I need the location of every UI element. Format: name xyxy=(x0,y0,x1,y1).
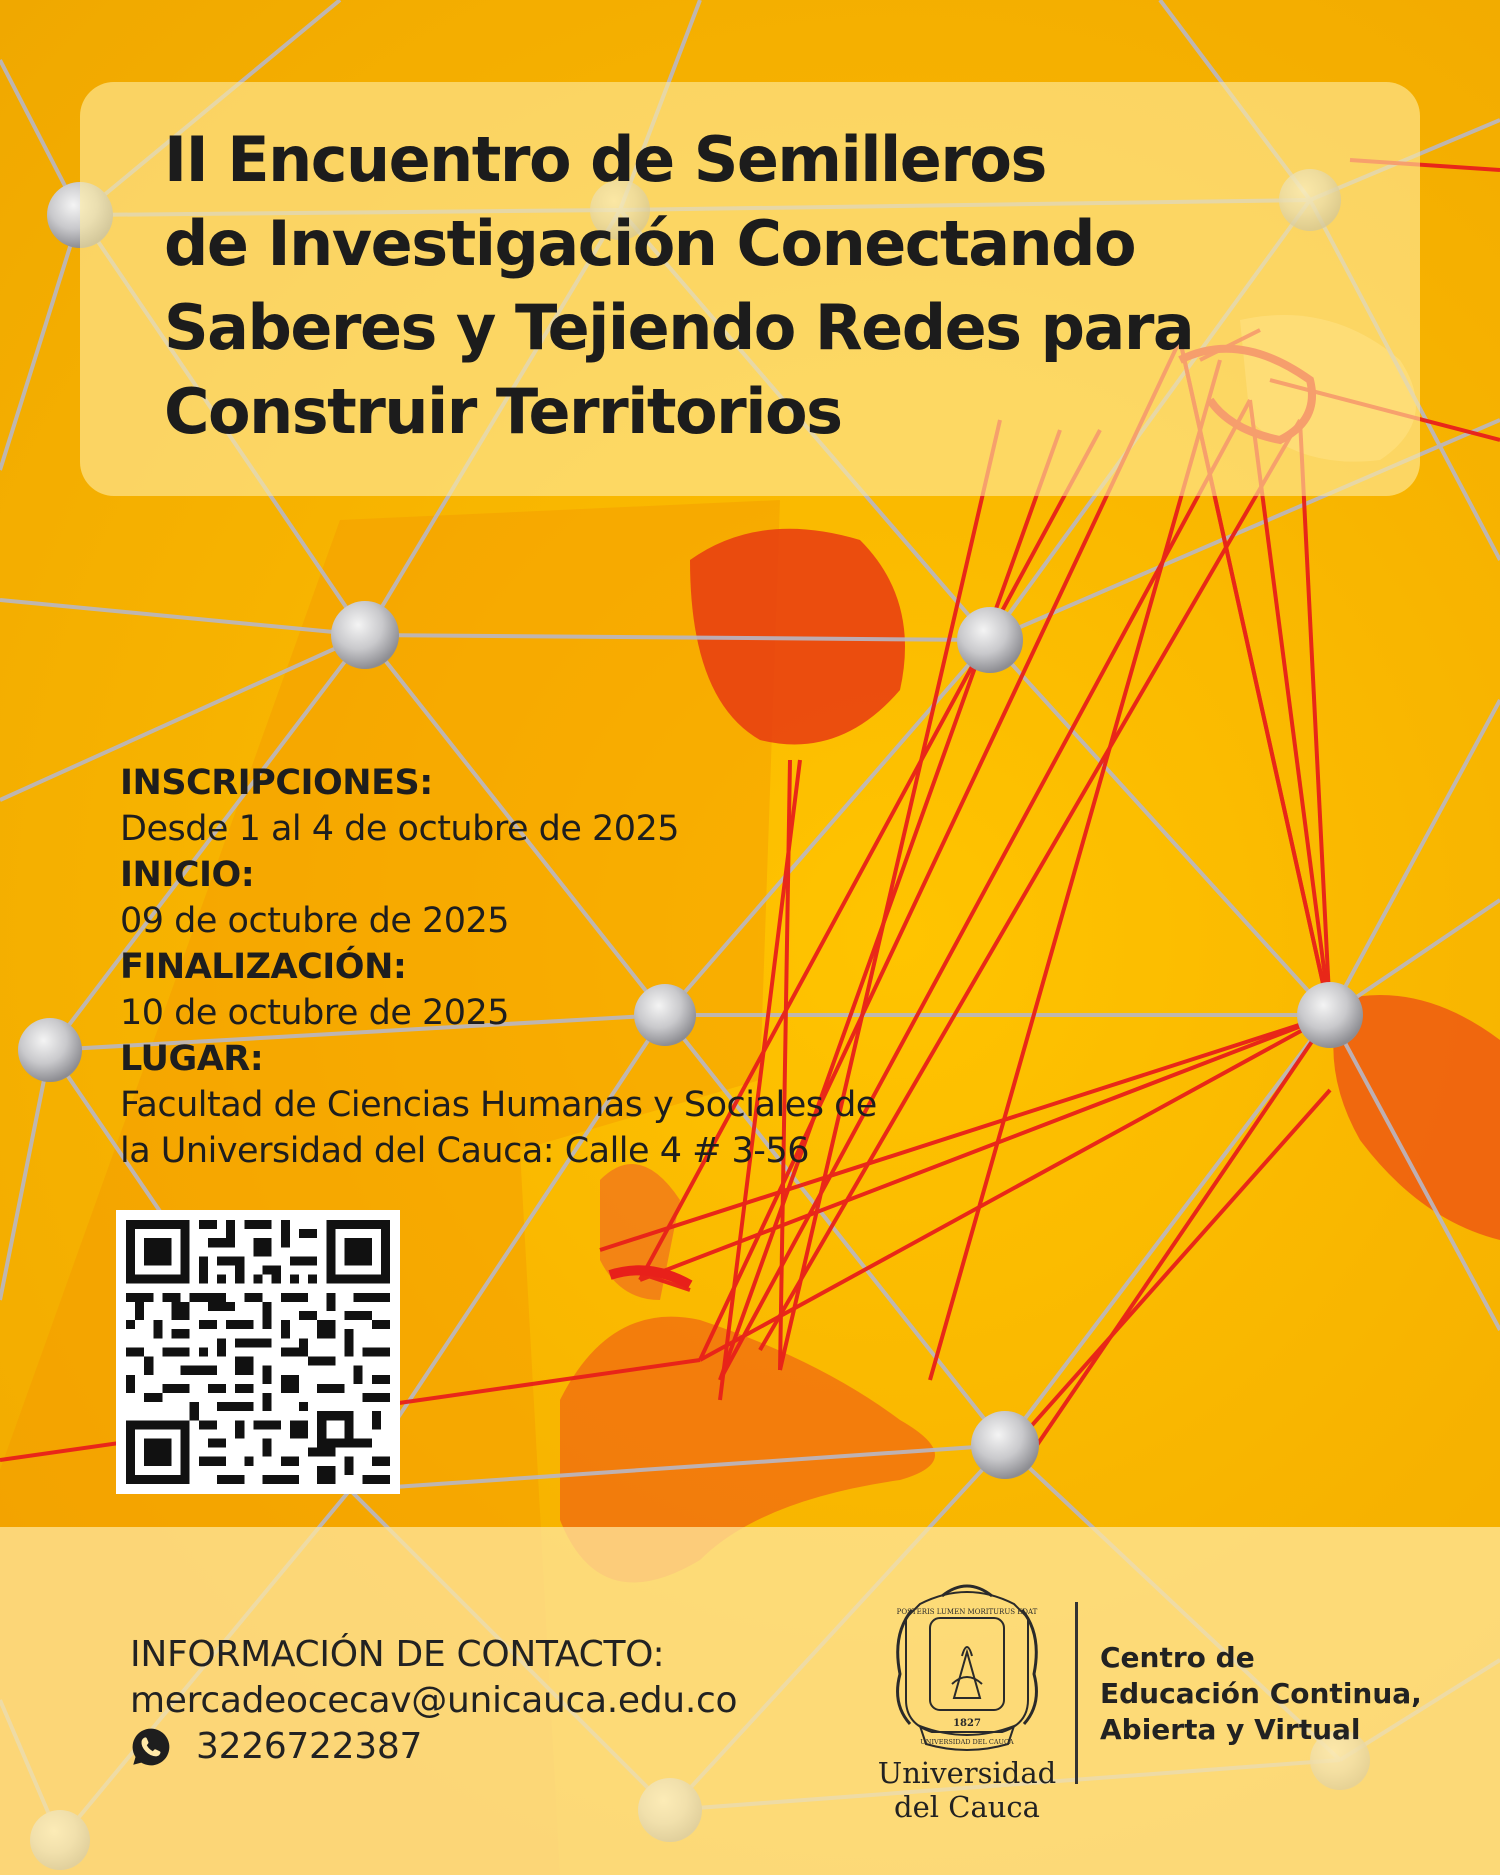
center-name-line: Centro de xyxy=(1100,1641,1255,1674)
start-label: INICIO: xyxy=(120,855,255,895)
title-line: Saberes y Tejiendo Redes para xyxy=(164,291,1194,364)
event-title xyxy=(164,118,1394,454)
start-value: 09 de octubre de 2025 xyxy=(120,901,510,941)
center-name xyxy=(1100,1640,1422,1748)
registration-label: INSCRIPCIONES: xyxy=(120,763,433,803)
title-line: de Investigación Conectando xyxy=(164,207,1136,280)
logo-divider xyxy=(1075,1602,1078,1784)
registration-qr-code[interactable] xyxy=(116,1210,400,1494)
contact-info xyxy=(130,1632,737,1770)
university-name-line: Universidad xyxy=(877,1756,1057,1790)
event-details xyxy=(120,760,940,1174)
place-value-line1: Facultad de Ciencias Humanas y Sociales de xyxy=(120,1085,877,1125)
crest-year: 1827 xyxy=(953,1718,981,1729)
university-crest-logo xyxy=(882,1574,1052,1758)
end-label: FINALIZACIÓN: xyxy=(120,947,407,987)
title-line: II Encuentro de Semilleros xyxy=(164,123,1046,196)
title-line: Construir Territorios xyxy=(164,375,842,448)
contact-phone[interactable]: 3226722387 xyxy=(196,1726,423,1767)
university-name-line: del Cauca xyxy=(894,1790,1040,1824)
whatsapp-icon xyxy=(130,1726,172,1768)
contact-email[interactable]: mercadeocecav@unicauca.edu.co xyxy=(130,1680,738,1721)
university-name xyxy=(855,1756,1079,1824)
end-value: 10 de octubre de 2025 xyxy=(120,993,510,1033)
registration-value: Desde 1 al 4 de octubre de 2025 xyxy=(120,809,680,849)
center-name-line: Educación Continua, xyxy=(1100,1677,1422,1710)
qr-code-icon xyxy=(126,1220,390,1484)
contact-label: INFORMACIÓN DE CONTACTO: xyxy=(130,1634,665,1675)
center-name-line: Abierta y Virtual xyxy=(1100,1713,1361,1746)
crest-motto: POSTERIS LUMEN MORITURUS EDAT xyxy=(896,1608,1038,1616)
place-label: LUGAR: xyxy=(120,1039,264,1079)
place-value-line2: la Universidad del Cauca: Calle 4 # 3-56 xyxy=(120,1131,809,1171)
crest-banner: UNIVERSIDAD DEL CAUCA xyxy=(920,1738,1014,1746)
contact-phone-row xyxy=(130,1724,737,1770)
